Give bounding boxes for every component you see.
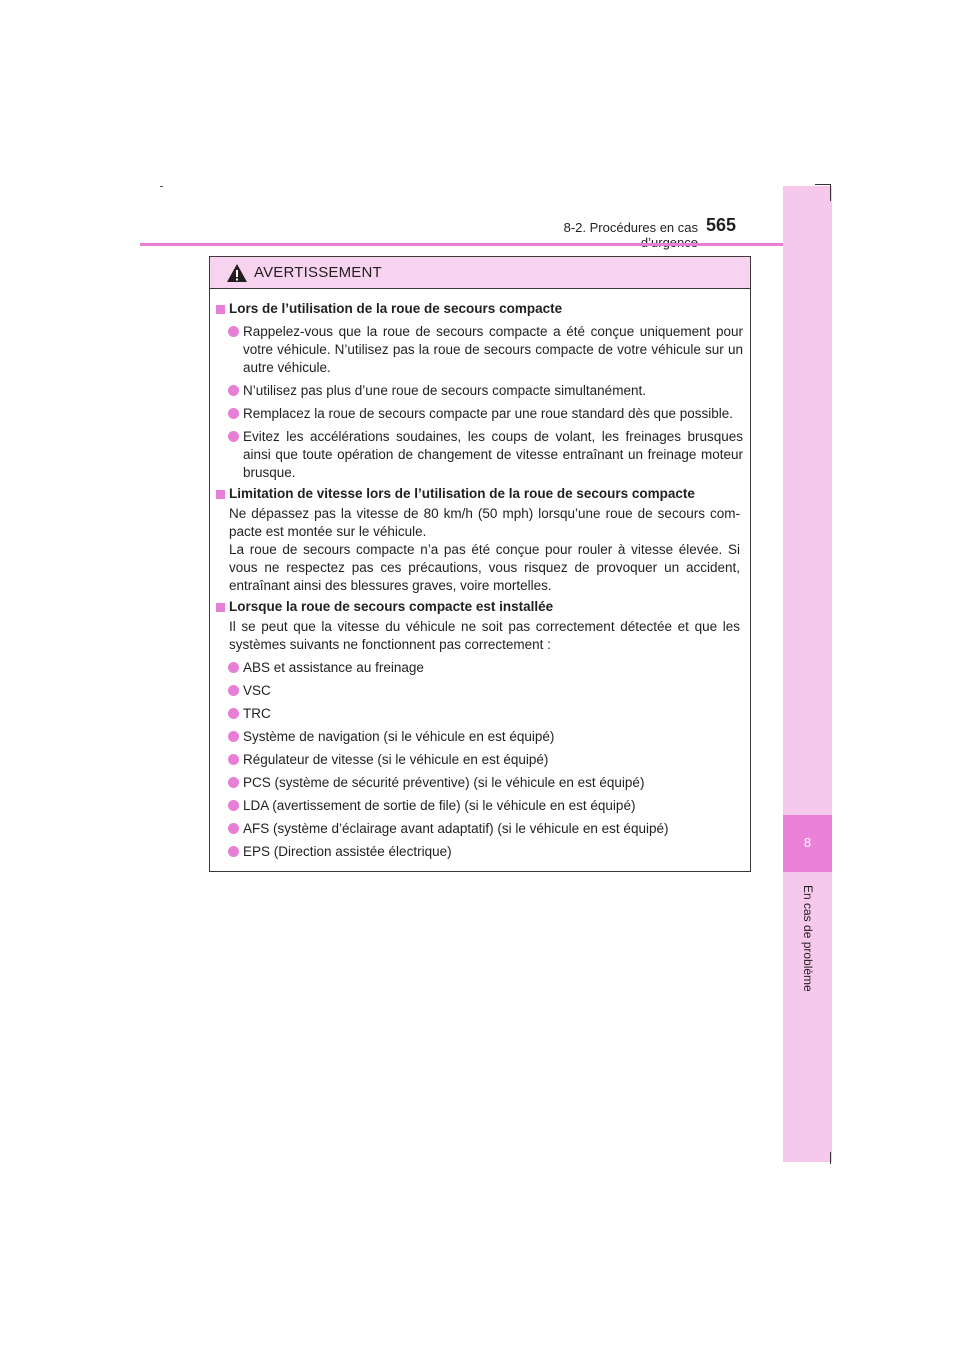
paragraph-line: Il se peut que la vitesse du véhicule ne soit pas correctement détectée et que les xyxy=(229,619,740,634)
chapter-label: En cas de problème xyxy=(801,885,815,992)
crop-mark xyxy=(830,184,831,201)
bullet-dot xyxy=(228,431,239,442)
list-item: EPS (Direction assistée électrique) xyxy=(243,844,452,859)
list-item: TRC xyxy=(243,706,271,721)
chapter-side-tab xyxy=(783,186,832,1162)
section-marker xyxy=(216,490,225,499)
section-heading: Lors de l’utilisation de la roue de secours compacte xyxy=(229,301,563,316)
list-item-line: ainsi que toute opération de changement de vitesse entraînant un freinage moteur xyxy=(243,447,743,462)
list-item: VSC xyxy=(243,683,271,698)
bullet-dot xyxy=(228,754,239,765)
crop-mark xyxy=(160,186,163,187)
crop-mark xyxy=(815,184,831,185)
paragraph-line: systèmes suivants ne fonctionnent pas correctement : xyxy=(229,637,551,652)
list-item: Système de navigation (si le véhicule en est équipé) xyxy=(243,729,555,744)
warning-title: AVERTISSEMENT xyxy=(254,264,382,281)
paragraph-line: La roue de secours compacte n’a pas été conçue pour rouler à vitesse élevée. Si xyxy=(229,542,740,557)
bullet-dot xyxy=(228,385,239,396)
bullet-dot xyxy=(228,777,239,788)
paragraph-line: Ne dépassez pas la vitesse de 80 km/h (50 mph) lorsqu’une roue de secours com- xyxy=(229,506,740,521)
bullet-dot xyxy=(228,800,239,811)
chapter-number-tab xyxy=(783,815,832,872)
paragraph-line: entraînant ainsi des blessures graves, voire mortelles. xyxy=(229,578,552,593)
bullet-dot xyxy=(228,708,239,719)
section-heading: Limitation de vitesse lors de l’utilisation de la roue de secours compacte xyxy=(229,486,695,501)
header-rule xyxy=(140,243,832,246)
list-item-line: Evitez les accélérations soudaines, les coups de volant, les freinages brusques xyxy=(243,429,743,444)
list-item-line: N’utilisez pas plus d’une roue de secours compacte simultanément. xyxy=(243,383,646,398)
list-item: AFS (système d’éclairage avant adaptatif) (si le véhicule en est équipé) xyxy=(243,821,669,836)
warning-box xyxy=(209,256,751,872)
bullet-dot xyxy=(228,408,239,419)
bullet-dot xyxy=(228,326,239,337)
warning-triangle-icon xyxy=(226,263,248,283)
bullet-dot xyxy=(228,685,239,696)
warning-header xyxy=(210,257,750,289)
list-item-line: votre véhicule. N’utilisez pas la roue de secours compacte de votre véhicule sur un xyxy=(243,342,743,357)
list-item-line: brusque. xyxy=(243,465,296,480)
section-heading: Lorsque la roue de secours compacte est installée xyxy=(229,599,554,614)
page-number: 565 xyxy=(706,215,737,235)
chapter-number: 8 xyxy=(803,835,812,850)
paragraph-line: pacte est montée sur le véhicule. xyxy=(229,524,427,539)
section-title: 8-2. Procédures en cas xyxy=(563,220,698,235)
section-marker xyxy=(216,305,225,314)
list-item-line: Remplacez la roue de secours compacte par une roue standard dès que possible. xyxy=(243,406,734,421)
bullet-dot xyxy=(228,846,239,857)
list-item: ABS et assistance au freinage xyxy=(243,660,424,675)
list-item: Régulateur de vitesse (si le véhicule en est équipé) xyxy=(243,752,549,767)
crop-mark xyxy=(830,1152,831,1164)
section-marker xyxy=(216,603,225,612)
warning-content xyxy=(210,289,750,871)
list-item-line: autre véhicule. xyxy=(243,360,331,375)
bullet-dot xyxy=(228,662,239,673)
bullet-dot xyxy=(228,823,239,834)
list-item: LDA (avertissement de sortie de file) (si le véhicule en est équipé) xyxy=(243,798,636,813)
bullet-dot xyxy=(228,731,239,742)
paragraph-line: vous ne respectez pas ces précautions, vous risquez de provoquer un accident, xyxy=(229,560,740,575)
list-item: PCS (système de sécurité préventive) (si le véhicule en est équipé) xyxy=(243,775,645,790)
list-item-line: Rappelez-vous que la roue de secours compacte a été conçue uniquement pour xyxy=(243,324,743,339)
